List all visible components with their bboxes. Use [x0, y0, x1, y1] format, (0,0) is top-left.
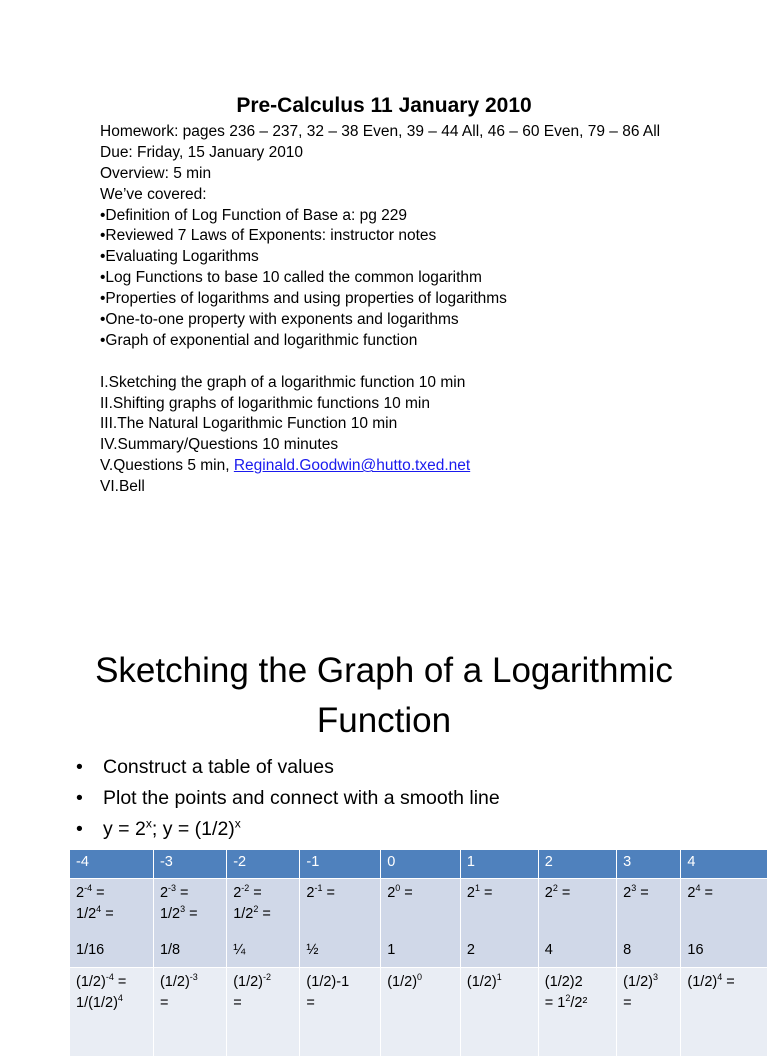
- equation-exponent: x: [234, 816, 241, 831]
- table-cell: [300, 968, 381, 1057]
- cell-value: ¼: [233, 942, 246, 958]
- table-cell: [70, 968, 154, 1057]
- expr-base: 1/2: [159, 906, 181, 922]
- equation-text: [103, 818, 241, 841]
- overview-line: Overview: 5 min: [100, 164, 212, 182]
- covered-heading: We’ve covered:: [100, 185, 207, 203]
- cell-expression: [306, 972, 374, 993]
- expr-exponent: 3: [180, 904, 186, 915]
- cell-expression: [76, 972, 147, 993]
- equation-part: y = 2: [103, 818, 146, 840]
- spacer: [100, 352, 660, 373]
- bullet-item: [76, 756, 500, 787]
- table-cell: [681, 879, 768, 968]
- due-line: Due: Friday, 15 January 2010: [100, 143, 304, 161]
- table-cell: [460, 879, 538, 968]
- expr-exponent: 0: [395, 883, 401, 894]
- table-row: [70, 879, 768, 968]
- table-header-cell: -1: [300, 850, 381, 879]
- expr-exponent: 2: [565, 993, 571, 1004]
- expr-base: (1/2)-1: [306, 974, 350, 990]
- table-cell: [538, 968, 616, 1057]
- table-cell: [227, 879, 300, 968]
- table-header-row: [70, 850, 768, 879]
- cell-expression: [387, 972, 454, 993]
- expr-base: 2: [306, 885, 315, 901]
- expr-equals: =: [113, 974, 127, 990]
- equation-exponent: x: [145, 816, 152, 831]
- cell-expression: [160, 972, 220, 993]
- cell-expression: [306, 883, 374, 904]
- expr-exponent: -3: [189, 972, 198, 983]
- expr-base: (1/2): [623, 974, 653, 990]
- table-header-cell: 2: [538, 850, 616, 879]
- cell-expression: [387, 883, 454, 904]
- expr-base: 2: [544, 885, 553, 901]
- expr-base: =: [623, 995, 632, 1011]
- expr-equals: =: [322, 885, 335, 901]
- outline-item: III.The Natural Logarithmic Function 10 min: [100, 415, 398, 433]
- table-header-cell: -2: [227, 850, 300, 879]
- cell-expression: [76, 993, 147, 1014]
- expr-exponent: 1: [474, 883, 480, 894]
- cell-expression: [233, 993, 293, 1014]
- table-cell: [381, 879, 461, 968]
- values-table: [69, 849, 768, 1057]
- cell-expression: [623, 972, 674, 993]
- expr-exponent: -4: [84, 883, 93, 894]
- expr-base: =: [159, 995, 169, 1011]
- agenda-text: [100, 122, 660, 498]
- bullet-marker: •: [76, 787, 83, 809]
- cell-expression: [545, 993, 610, 1014]
- covered-item: •Reviewed 7 Laws of Exponents: instructor notes: [100, 227, 437, 245]
- bullet-item: [76, 818, 500, 849]
- expr-exponent: -2: [241, 883, 250, 894]
- cell-expression: [160, 904, 220, 925]
- table-cell: [681, 968, 768, 1057]
- expr-base: 2: [233, 885, 242, 901]
- expr-base: 1/2: [233, 906, 254, 922]
- outline-item: VI.Bell: [100, 478, 145, 496]
- expr-equals: /2²: [570, 995, 588, 1011]
- table-header-cell: 4: [681, 850, 768, 879]
- expr-equals: =: [636, 885, 649, 901]
- table-cell: [153, 968, 226, 1057]
- outline-item: II.Shifting graphs of logarithmic functions 10 min: [100, 394, 430, 412]
- table-header-cell: -3: [153, 850, 226, 879]
- bullet-text: Plot the points and connect with a smooth line: [103, 787, 500, 809]
- expr-exponent: 2: [552, 883, 558, 894]
- expr-exponent: 1: [496, 972, 502, 983]
- expr-exponent: 2: [253, 904, 259, 915]
- cell-value: ½: [306, 942, 319, 958]
- bullet-list: [76, 756, 500, 849]
- expr-equals: =: [101, 906, 114, 922]
- table-row: [70, 968, 768, 1057]
- table-header-cell: 3: [617, 850, 681, 879]
- covered-item: •Properties of logarithms and using properties of logarithms: [100, 290, 507, 308]
- expr-base: 2: [387, 885, 396, 901]
- expr-base: 2: [623, 885, 632, 901]
- homework-line: Homework: pages 236 – 237, 32 – 38 Even, 39 – 44 All, 46 – 60 Even, 79 – 86 All: [100, 123, 661, 140]
- cell-expression: [623, 993, 674, 1014]
- bullet-text: Construct a table of values: [103, 756, 334, 778]
- cell-expression: [76, 883, 147, 904]
- bullet-marker: •: [76, 818, 83, 840]
- expr-equals: =: [176, 885, 189, 901]
- expr-base: 1/(1/2): [76, 995, 118, 1011]
- covered-item: •Log Functions to base 10 called the common logarithm: [100, 269, 482, 287]
- expr-exponent: -4: [105, 972, 114, 983]
- slide-2: [0, 560, 768, 1024]
- table-cell: [381, 968, 461, 1057]
- cell-expression: [306, 993, 374, 1014]
- cell-expression: [687, 883, 761, 904]
- table-cell: [538, 879, 616, 968]
- cell-expression: [160, 993, 220, 1014]
- cell-expression: [76, 904, 147, 925]
- cell-value: 1/8: [159, 942, 181, 958]
- cell-expression: [687, 972, 761, 993]
- cell-value: 1: [387, 942, 396, 958]
- expr-equals: =: [258, 906, 271, 922]
- expr-exponent: 4: [96, 904, 102, 915]
- table-cell: [70, 879, 154, 968]
- cell-value: 4: [544, 942, 553, 958]
- expr-base: (1/2): [159, 974, 190, 990]
- expr-exponent: -3: [168, 883, 177, 894]
- cell-value: 16: [687, 942, 704, 958]
- covered-item: •Definition of Log Function of Base a: pg 229: [100, 206, 408, 224]
- expr-exponent: 3: [653, 972, 658, 983]
- expr-base: = 1: [544, 995, 566, 1011]
- expr-base: (1/2): [233, 974, 264, 990]
- cell-expression: [623, 883, 674, 904]
- cell-expression: [467, 972, 532, 993]
- expr-base: (1/2): [687, 974, 718, 990]
- expr-base: 1/2: [76, 906, 97, 922]
- expr-base: 2: [687, 885, 696, 901]
- outline-item-questions: [100, 456, 660, 477]
- expr-equals: =: [557, 885, 571, 901]
- expr-exponent: 4: [717, 972, 723, 983]
- expr-exponent: 3: [631, 883, 637, 894]
- expr-base: 2: [76, 885, 85, 901]
- expr-equals: =: [722, 974, 735, 990]
- cell-expression: [545, 883, 610, 904]
- table-cell: [460, 968, 538, 1057]
- outline-item: IV.Summary/Questions 10 minutes: [100, 436, 339, 454]
- equation-part: ; y = (1/2): [151, 818, 235, 840]
- expr-base: (1/2): [466, 974, 497, 990]
- covered-item: •Graph of exponential and logarithmic function: [100, 331, 418, 349]
- bullet-item: [76, 787, 500, 818]
- questions-label: V.Questions 5 min,: [100, 457, 234, 475]
- table-cell: [617, 879, 681, 968]
- expr-base: (1/2)2: [544, 974, 583, 990]
- cell-expression: [467, 883, 532, 904]
- cell-value: 1/16: [76, 942, 105, 958]
- expr-base: =: [306, 995, 315, 1011]
- expr-equals: =: [185, 906, 198, 922]
- expr-base: (1/2): [387, 974, 418, 990]
- expr-base: (1/2): [76, 974, 106, 990]
- expr-exponent: 4: [117, 993, 123, 1004]
- table-cell: [300, 879, 381, 968]
- table-header-cell: -4: [70, 850, 154, 879]
- expr-exponent: -2: [263, 972, 272, 983]
- expr-equals: =: [700, 885, 713, 901]
- covered-item: •Evaluating Logarithms: [100, 248, 259, 266]
- expr-base: 2: [159, 885, 169, 901]
- outline-item: I.Sketching the graph of a logarithmic function 10 min: [100, 373, 466, 391]
- cell-value: 2: [466, 942, 475, 958]
- table-header-cell: 0: [381, 850, 461, 879]
- expr-equals: =: [249, 885, 262, 901]
- expr-equals: =: [92, 885, 105, 901]
- expr-base: 2: [466, 885, 475, 901]
- expr-equals: =: [400, 885, 413, 901]
- table-cell: [153, 879, 226, 968]
- cell-expression: [160, 883, 220, 904]
- table-header-cell: 1: [460, 850, 538, 879]
- expr-base: =: [233, 995, 242, 1011]
- table-cell: [227, 968, 300, 1057]
- expr-exponent: 0: [417, 972, 423, 983]
- cell-expression: [545, 972, 610, 993]
- covered-item: •One-to-one property with exponents and logarithms: [100, 311, 459, 329]
- expr-exponent: 4: [695, 883, 701, 894]
- email-link[interactable]: Reginald.Goodwin@hutto.txed.net: [233, 457, 471, 475]
- cell-expression: [233, 904, 293, 925]
- bullet-marker: •: [76, 756, 83, 778]
- table-cell: [617, 968, 681, 1057]
- slide-2-title: Sketching the Graph of a Logarithmic Function: [95, 651, 673, 740]
- cell-expression: [233, 883, 293, 904]
- expr-exponent: -1: [314, 883, 323, 894]
- cell-value: 8: [623, 942, 632, 958]
- expr-equals: =: [479, 885, 493, 901]
- cell-expression: [233, 972, 293, 993]
- slide-1-title: Pre-Calculus 11 January 2010: [236, 94, 532, 117]
